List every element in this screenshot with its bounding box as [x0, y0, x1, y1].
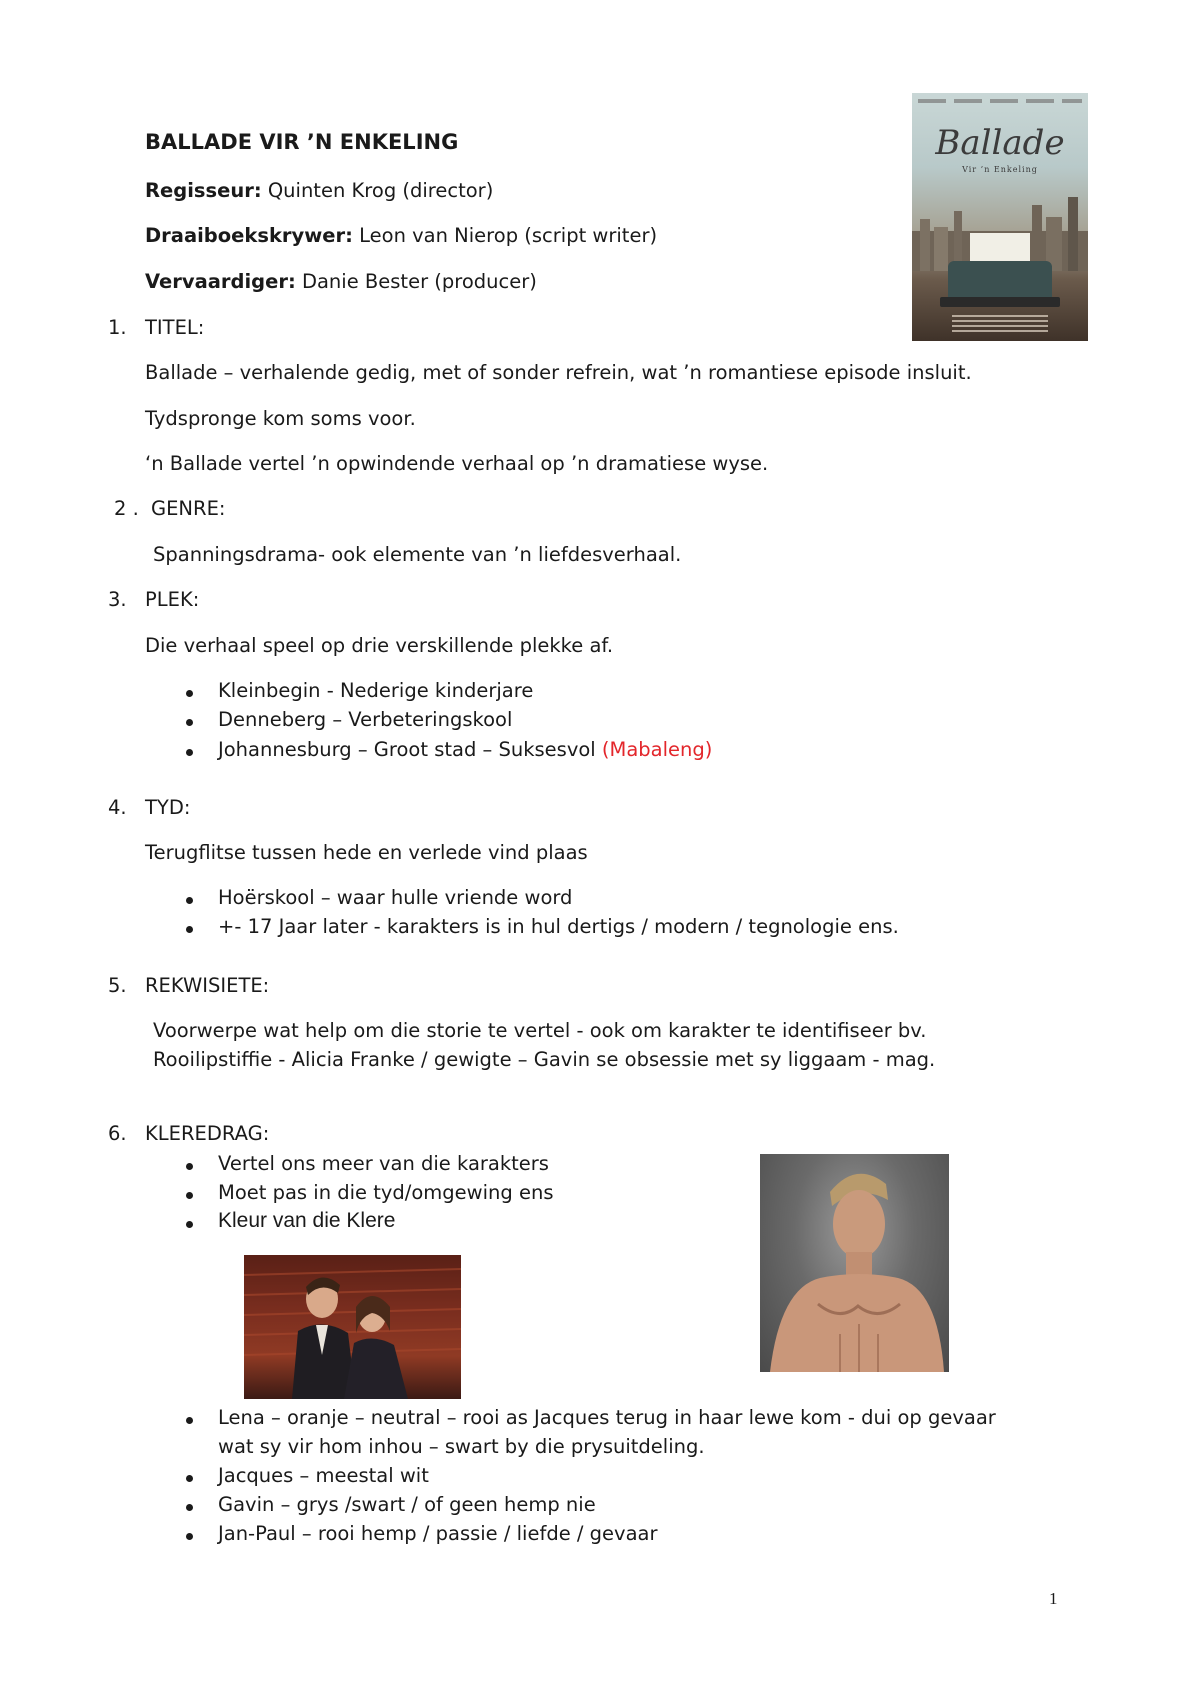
bullet-icon [186, 926, 193, 933]
list-item: Kleur van die Klere [218, 1209, 396, 1232]
section-heading-tyd: TYD: [145, 796, 191, 819]
paragraph-line: Terugflitse tussen hede en verlede vind plaas [145, 841, 588, 864]
poster-title: Ballade [935, 123, 1065, 163]
credit-director [145, 179, 493, 202]
highlight-mabaleng: (Mabaleng) [601, 738, 713, 761]
section-number: 6. [108, 1122, 127, 1145]
section-number: 4. [108, 796, 127, 819]
paragraph-line: Voorwerpe wat help om die storie te vertel - ook om karakter te identifiseer bv. [153, 1019, 927, 1042]
poster-bottom-text [952, 315, 1048, 333]
document-title: BALLADE VIR ’N ENKELING [145, 130, 459, 154]
couple-photo-art [244, 1255, 461, 1399]
page-number: 1 [1049, 1589, 1058, 1608]
section-number: 5. [108, 974, 127, 997]
paragraph-line: Ballade – verhalende gedig, met of sonder refrein, wat ’n romantiese episode insluit. [145, 361, 972, 384]
list-item: Jan-Paul – rooi hemp / passie / liefde / gevaar [218, 1522, 658, 1545]
credit-value: Danie Bester (producer) [295, 270, 537, 293]
bullet-icon [186, 749, 193, 756]
section-heading-kleredrag: KLEREDRAG: [145, 1122, 270, 1145]
list-item: Kleinbegin - Nederige kinderjare [218, 679, 534, 702]
section-number: 3. [108, 588, 127, 611]
credit-value: Leon van Nierop (script writer) [352, 224, 658, 247]
section-number: 1. [108, 316, 127, 339]
bullet-icon [186, 1504, 193, 1511]
bullet-icon [186, 1192, 193, 1199]
credit-label: Vervaardiger: [145, 270, 296, 293]
bullet-icon [186, 1417, 193, 1424]
list-item: Jacques – meestal wit [218, 1464, 429, 1487]
section-heading-rekwisiete: REKWISIETE: [145, 974, 270, 997]
poster-typewriter-base [940, 297, 1060, 307]
bullet-icon [186, 1533, 193, 1540]
bullet-icon [186, 1163, 193, 1170]
paragraph-line: Spanningsdrama- ook elemente van ’n liefdesverhaal. [153, 543, 682, 566]
bullet-icon [186, 897, 193, 904]
poster-typewriter [948, 261, 1052, 301]
list-item [218, 738, 712, 761]
credit-label: Regisseur: [145, 179, 262, 202]
credit-script-writer [145, 224, 657, 247]
credit-producer [145, 270, 537, 293]
man-portrait-art [760, 1154, 949, 1372]
bullet-icon [186, 690, 193, 697]
list-item: Gavin – grys /swart / of geen hemp nie [218, 1493, 596, 1516]
list-item-text: Johannesburg – Groot stad – Suksesvol [218, 738, 602, 761]
paragraph-line: Tydspronge kom soms voor. [145, 407, 416, 430]
list-item: Denneberg – Verbeteringskool [218, 708, 513, 731]
section-heading-plek: PLEK: [145, 588, 200, 611]
paragraph-line: Rooilipstiffie - Alicia Franke / gewigte – Gavin se obsessie met sy liggaam - mag. [153, 1048, 936, 1071]
bullet-icon [186, 1475, 193, 1482]
bullet-icon [186, 719, 193, 726]
paragraph-line: Die verhaal speel op drie verskillende plekke af. [145, 634, 614, 657]
list-item: Lena – oranje – neutral – rooi as Jacques terug in haar lewe kom - dui op gevaar [218, 1406, 996, 1429]
list-item: +- 17 Jaar later - karakters is in hul dertigs / modern / tegnologie ens. [218, 915, 899, 938]
section-heading-genre: GENRE: [151, 497, 226, 520]
credit-value: Quinten Krog (director) [261, 179, 494, 202]
list-item: Vertel ons meer van die karakters [218, 1152, 549, 1175]
couple-photo [244, 1255, 461, 1399]
paragraph-line: ‘n Ballade vertel ’n opwindende verhaal op ’n dramatiese wyse. [145, 452, 769, 475]
list-item-continuation: wat sy vir hom inhou – swart by die prysuitdeling. [218, 1435, 705, 1458]
list-item: Moet pas in die tyd/omgewing ens [218, 1181, 554, 1204]
poster-subtitle: Vir ’n Enkeling [962, 165, 1038, 174]
movie-poster-image [912, 93, 1088, 341]
poster-credits-strip [918, 99, 1082, 103]
section-heading-titel: TITEL: [145, 316, 205, 339]
credit-label: Draaiboekskrywer: [145, 224, 353, 247]
man-portrait-photo [760, 1154, 949, 1372]
bullet-icon [186, 1221, 193, 1228]
section-number: 2 . [114, 497, 139, 520]
list-item: Hoërskool – waar hulle vriende word [218, 886, 573, 909]
